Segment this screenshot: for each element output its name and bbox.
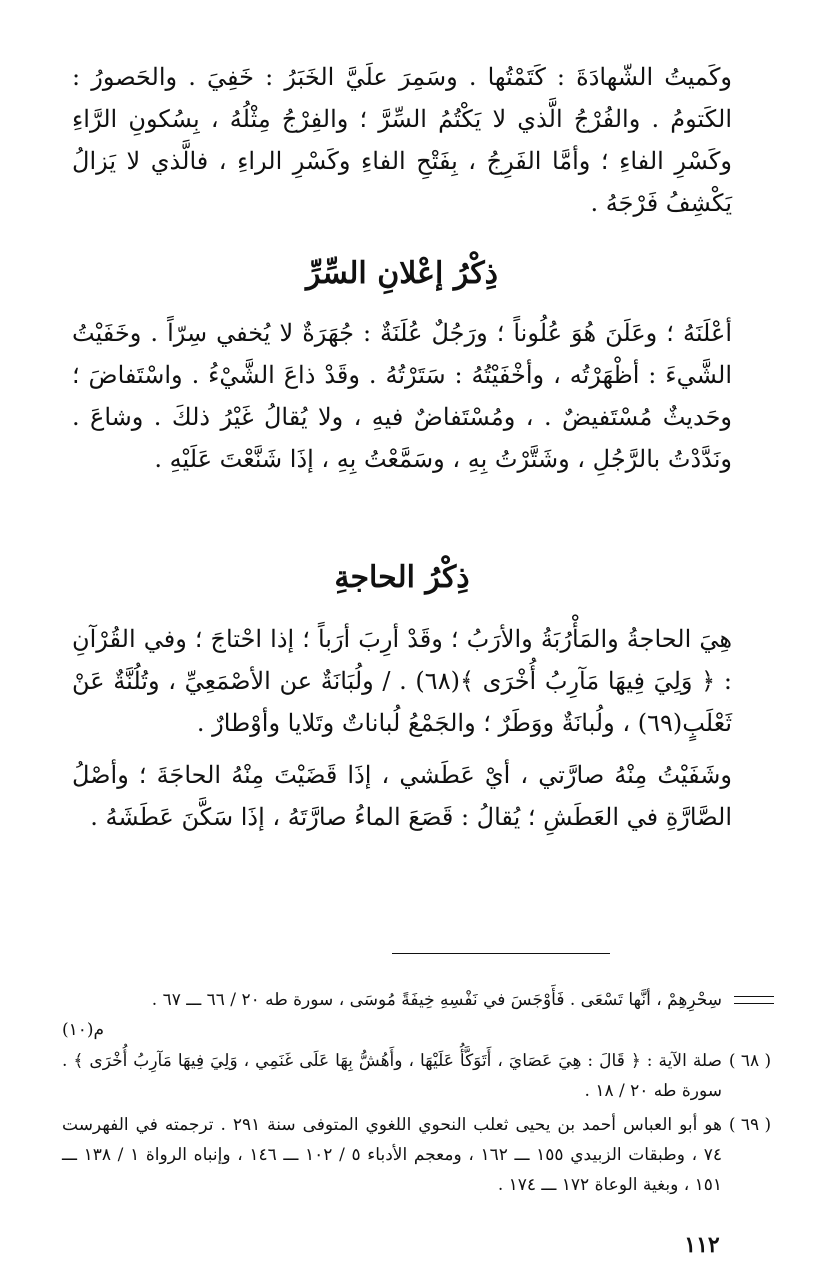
footnote-68-text: صلة الآية : ﴿ قَالَ : هِيَ عَصَايَ ، أَتَوَكَّأُ عَلَيْهَا ، وأَهُشُّ بِهَا عَلَى غَنَمِي ، وَلِيَ فِيهَا مَآرِبُ أُخْرَى ﴾ . سورة طه ٢٠ / ١٨ . xyxy=(62,1051,722,1101)
section2-paragraph: أعْلَنَهُ ؛ وعَلَنَ هُوَ عُلُوناً ؛ ورَجُلٌ عُلَنَةٌ : جُهَرَةٌ لا يُخفي سِرّاً . وخَفَيْتُ الشَّيءَ : أظْهَرْتُه ، وأخْفَيْتُهُ : سَتَرْتُهُ . وقَدْ ذاعَ الشَّيْءُ . واسْتَفاضَ ؛ وحَديثٌ مُسْتَفيضٌ . ، ومُسْتَفاضٌ فيهِ ، ولا يُقالُ غَيْرُ ذلكَ . وشاعَ . ونَدَّدْتُ بالرَّجُلِ ، وشَتَّرْتُ بِهِ ، وسَمَّعْتُ بِهِ ، إذَا شَنَّعْتَ عَلَيْهِ . xyxy=(72,319,732,473)
footnote-68 xyxy=(62,1046,772,1106)
footnote-continuation-text: سِحْرِهِمْ ، أنَّها تَسْعَى . فَأَوْجَسَ في نَفْسِهِ خِيفَةً مُوسَى ، سورة طه ٢٠ / ٦٦ ـــ ٦٧ . xyxy=(151,990,722,1010)
continuation-mark xyxy=(734,996,774,1004)
footnote-separator xyxy=(392,953,610,954)
section3-paragraph-2: وشَفَيْتُ مِنْهُ صارَّتي ، أيْ عَطَشي ، إذَا قَضَيْتَ مِنْهُ الحاجَةَ ؛ وأصْلُ الصَّارَّةِ في العَطَشِ ؛ يُقالُ : قَصَعَ الماءُ صارَّتَهُ ، إذَا سَكَّنَ عَطَشَهُ . xyxy=(72,761,732,831)
section1-text xyxy=(72,56,732,224)
section1-paragraph: وكَميتُ الشّهادَةَ : كَتَمْتُها . وسَمِرَ علَيَّ الخَبَرُ : خَفِيَ . والحَصورُ : الكَتومُ . والفُرْجُ الَّذي لا يَكْتُمُ السِّرَّ ؛ والفِرْجُ مِثْلُهُ ، بِسُكونِ الرَّاءِ وكَسْرِ الفاءِ ؛ وأمَّا الفَرِجُ ، بِفَتْحِ الفاءِ وكَسْرِ الراءِ ، فالَّذي لا يَزالُ يَكْشِفُ فَرْجَهُ . xyxy=(72,63,732,217)
footnote-continuation xyxy=(62,985,722,1045)
footnote-69-text: هو أبو العباس أحمد بن يحيى ثعلب النحوي اللغوي المتوفى سنة ٢٩١ . ترجمته في الفهرست ٧٤ ، وطبقات الزبيدي ١٥٥ ـــ ١٦٢ ، ومعجم الأدباء ٥ / ١٠٢ ـــ ١٤٦ ، وإنباه الرواة ١ / ١٣٨ ـــ ١٥١ ، وبغية الوعاة ١٧٢ ـــ ١٧٤ . xyxy=(62,1115,722,1195)
section3-title: ذِكْرُ الحاجةِ xyxy=(334,560,470,595)
page-number: ١١٢ xyxy=(684,1232,720,1258)
footnote-69-number: ( ٦٩ ) xyxy=(728,1115,772,1135)
footnote-69 xyxy=(62,1110,772,1200)
footnote-68-number: ( ٦٨ ) xyxy=(728,1051,772,1071)
section3-paragraph-1: هِيَ الحاجةُ والمَأْرُبَةُ والأرَبُ ؛ وقَدْ أرِبَ أرَباً ؛ إذا احْتاجَ ؛ وفي القُرْآنِ : ﴿ وَلِيَ فِيهَا مَآرِبُ أُخْرَى ﴾(٦٨) . / ولُبَانَةٌ عن الأصْمَعِيِّ ، وتُلُنَّةٌ عَنْ ثَعْلَبٍ(٦٩) ، ولُبانَةٌ ووَطَرٌ ؛ والجَمْعُ لُباناتٌ وتَلايا وأوْطارٌ . xyxy=(72,625,732,737)
section2-title: ذِكْرُ إعْلانِ السِّرِّ xyxy=(305,256,499,291)
footnote-continuation-ref: م(١٠) xyxy=(62,1020,105,1040)
section2-text xyxy=(72,312,732,480)
section3-text xyxy=(72,618,732,838)
